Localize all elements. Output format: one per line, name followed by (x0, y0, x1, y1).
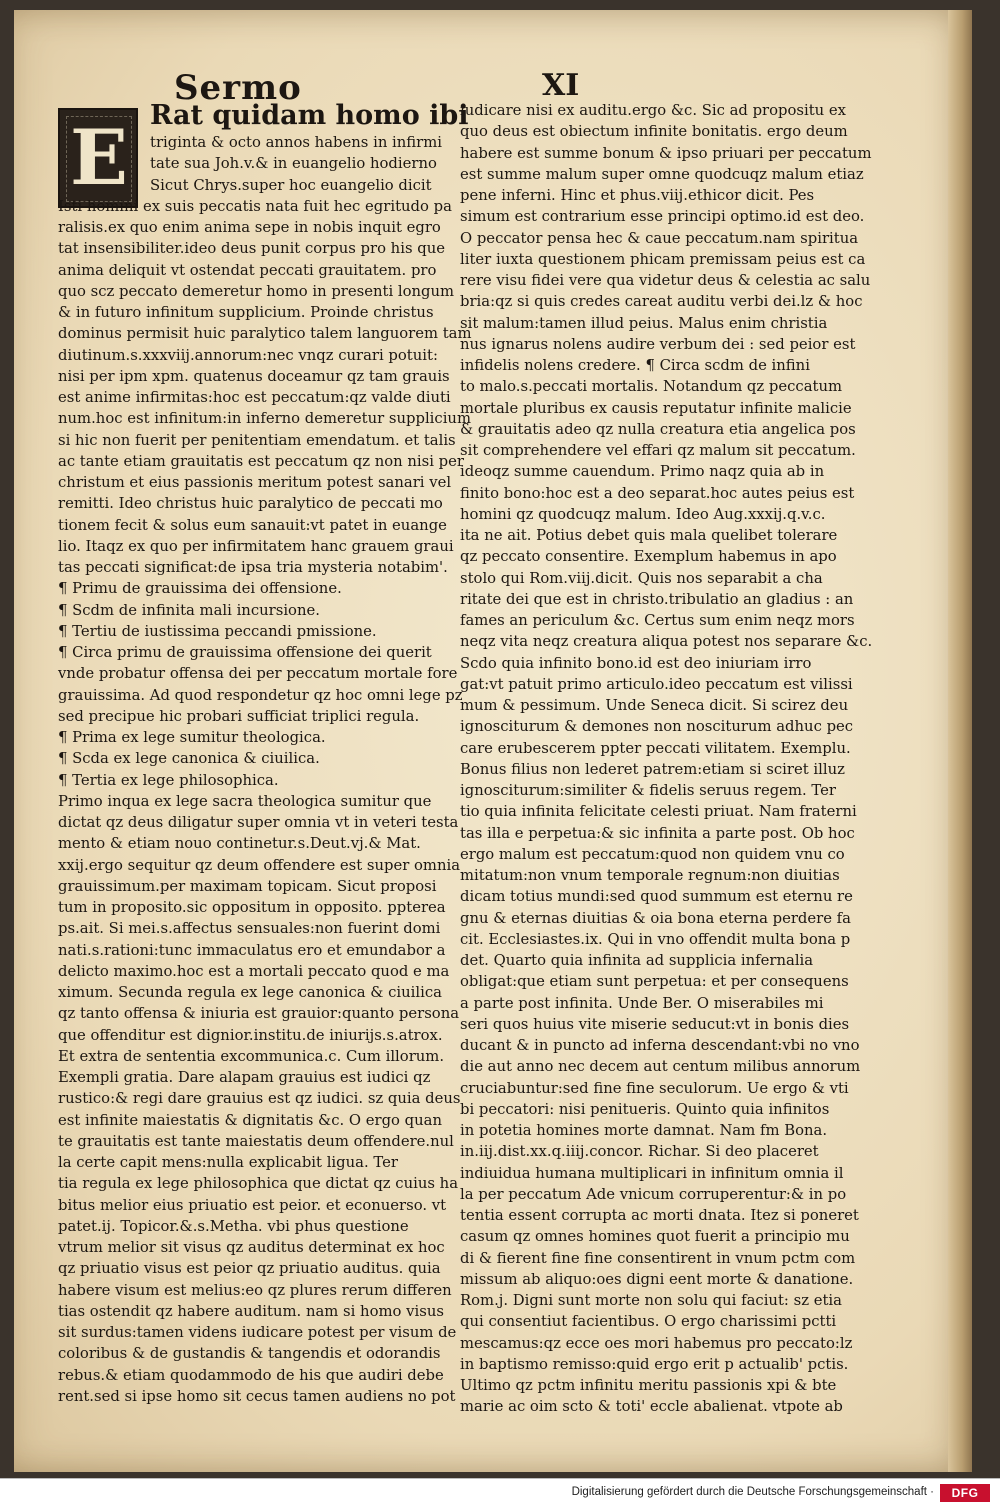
text-line: cruciabuntur:sed fine fine seculorum. Ue ergo & vti (460, 1079, 849, 1097)
text-line: gat:vt patuit primo articulo.ideo peccatum est vilissi (460, 675, 853, 693)
text-line: tias ostendit qz habere auditum. nam si homo visus (58, 1302, 444, 1320)
text-line: nati.s.rationi:tunc immaculatus ero et emundabor a (58, 941, 446, 959)
text-line: marie ac oim scto & toti' eccle abalienat. vtpote ab (460, 1398, 843, 1416)
text-line: nus ignarus nolens audire verbum dei : sed peior est (460, 335, 856, 353)
footer-bar (0, 1478, 1000, 1508)
text-line: ximum. Secunda regula ex lege canonica & ciuilica (58, 984, 442, 1001)
text-line: sit malum:tamen illud peius. Malus enim christia (460, 314, 828, 332)
text-line: qz peccato consentire. Exemplum habemus in apo (460, 548, 837, 566)
text-line: mortale pluribus ex causis reputatur infinite malicie (460, 399, 852, 417)
text-line: Rom.j. Digni sunt morte non solu qui faciut: sz etia (460, 1292, 842, 1309)
text-line: sed precipue hic probari sufficiat triplici regula. (58, 707, 420, 725)
text-line: di & fierent fine fine consentirent in vnum pctm com (460, 1249, 856, 1267)
text-line: in.iij.dist.xx.q.iiij.concor. Richar. Si deo placeret (460, 1143, 819, 1161)
text-line: tio quia infinita felicitate celesti priuat. Nam fraterni (460, 803, 857, 821)
text-line: rustico:& regi dare grauius est qz iudici. sz quia deus (58, 1090, 461, 1108)
text-line: finito bono:hoc est a deo separat.hoc autes peius est (460, 484, 855, 502)
text-line: coloribus & de gustandis & tangendis et odorandis (58, 1345, 441, 1363)
text-line: tum in proposito.sic oppositum in opposito. ppterea (58, 899, 446, 916)
text-line: in baptismo remisso:quid ergo erit p actualib' pctis. (460, 1355, 849, 1373)
text-line: triginta & octo annos habens in infirmi (150, 134, 443, 151)
text-line: O peccator pensa hec & caue peccatum.nam spiritua (460, 229, 859, 247)
text-line: Rat quidam homo ibi (150, 100, 469, 131)
text-line: xxij.ergo sequitur qz deum offendere est super omnia (58, 856, 461, 874)
text-line: habere visum est melius:eo qz plures rerum differen (58, 1281, 452, 1299)
text-line: ignosciturum:similiter & fidelis seruus regem. Ter (460, 782, 836, 799)
text-line: que offenditur est dignior.institu.de iniurijs.s.atrox. (58, 1026, 443, 1044)
running-title: Sermo (174, 68, 302, 108)
text-line: est summe malum super omne quodcuqz malum etiaz (460, 165, 864, 183)
text-line: ¶ Scda ex lege canonica & ciuilica. (58, 750, 320, 768)
text-line: mescamus:qz ecce oes mori habemus pro peccato:lz (460, 1334, 853, 1352)
text-line: tia regula ex lege philosophica que dictat qz cuius ha (58, 1175, 459, 1193)
text-line: pene inferni. Hinc et phus.viij.ethicor dicit. Pes (460, 187, 815, 204)
text-line: sit comprehendere vel effari qz malum sit peccatum. (460, 442, 856, 459)
initial-letter: E (70, 113, 128, 202)
text-line: ¶ Prima ex lege sumitur theologica. (58, 729, 326, 746)
text-line: Sicut Chrys.super hoc euangelio dicit (150, 176, 432, 194)
text-line: rere visu fidei vere qua videtur deus & celestia ac salu (460, 272, 871, 289)
text-line: gnu & eternas diuitias & oia bona eterna perdere fa (460, 909, 851, 927)
text-line: ralisis.ex quo enim anima sepe in nobis inquit egro (58, 219, 441, 236)
text-line: in potetia homines morte damnat. Nam fm Bona. (460, 1122, 828, 1139)
text-line: Et extra de sententia excommunica.c. Cum illorum. (58, 1047, 445, 1065)
text-line: delicto maximo.hoc est a mortali peccato quod e ma (58, 962, 450, 980)
text-line: sit surdus:tamen videns iudicare potest per visum de (58, 1324, 457, 1341)
text-line: lio. Itaqz ex quo per infirmitatem hanc grauem graui (58, 537, 454, 555)
text-line: & grauitatis adeo qz nulla creatura etia angelica pos (460, 420, 856, 438)
text-line: homini qz quodcuqz malum. Ideo Aug.xxxij.q.v.c. (460, 505, 826, 523)
text-line: vnde probatur offensa dei per peccatum mortale fore (58, 665, 458, 683)
text-line: dominus permisit huic paralytico talem languorem tam (58, 325, 472, 343)
text-line: bi peccatori: nisi penitueris. Quinto quia infinitos (460, 1100, 830, 1118)
text-line: tate sua Joh.v.& in euangelio hodierno (150, 155, 437, 173)
text-line: anima deliquit vt ostendat peccati grauitatem. pro (58, 261, 437, 279)
text-line: nisi per ipm xpm. quatenus doceamur qz tam grauis (58, 367, 450, 385)
text-line: la per peccatum Ade vnicum corruperentur:& in po (460, 1185, 847, 1203)
text-line: casum qz omnes homines quot fuerit a principio mu (460, 1228, 850, 1246)
text-line: Bonus filius non lederet patrem:etiam si sciret illuz (460, 760, 845, 778)
left-text-column (58, 100, 472, 1407)
text-line: dicam totius mundi:sed quod summum est eternu re (460, 888, 853, 906)
text-line: stolo qui Rom.viij.dicit. Quis nos separabit a cha (460, 569, 823, 587)
text-line: vtrum melior sit visus qz auditus determinat ex hoc (58, 1239, 445, 1256)
text-line: seri quos huius vite miserie seducut:vt in bonis dies (460, 1015, 850, 1033)
page-edge (948, 10, 972, 1472)
text-line: ps.ait. Si mei.s.affectus sensuales:non fuerint domi (58, 920, 441, 938)
text-line: habere est summe bonum & ipso priuari per peccatum (460, 144, 872, 162)
text-line: Scdo quia infinito bono.id est deo iniuriam irro (460, 654, 812, 672)
text-line: fames an periculum &c. Certus sum enim neqz mors (460, 612, 855, 629)
text-line: est anime infirmitas:hoc est peccatum:qz valde diuti (58, 389, 451, 406)
text-line: ita ne ait. Potius debet quis mala quelibet tolerare (460, 527, 838, 544)
text-line: la certe capit mens:nulla explicabit ligua. Ter (58, 1154, 398, 1171)
text-line: tas illa e perpetua:& sic infinita a parte post. Ob hoc (460, 824, 855, 842)
text-line: ducant & in puncto ad inferna descendant:vbi no vno (460, 1037, 860, 1054)
text-line: remitti. Ideo christus huic paralytico de peccati mo (58, 495, 443, 513)
text-line: Exempli gratia. Dare alapam grauius est iudici qz (58, 1069, 431, 1086)
text-line: ac tante etiam grauitatis est peccatum qz non nisi per (58, 452, 464, 470)
text-line: cit. Ecclesiastes.ix. Qui in vno offendit multa bona p (460, 930, 851, 948)
text-line: a parte post infinita. Unde Ber. O miserabiles mi (460, 994, 824, 1012)
text-line: Ultimo qz pctm infinitu meritu passionis xpi & bte (460, 1377, 837, 1394)
text-line: tas peccati significat:de ipsa tria mysteria notabim'. (58, 559, 448, 576)
text-line: qz tanto offensa & iniuria est grauior:quanto persona (58, 1005, 460, 1023)
text-line: iudicare nisi ex auditu.ergo &c. Sic ad propositu ex (460, 102, 847, 119)
text-line: bria:qz si quis credes careat auditu verbi dei.lz & hoc (460, 293, 863, 311)
text-line: det. Quarto quia infinita ad supplicia infernalia (460, 952, 814, 969)
text-line: ¶ Circa primu de grauissima offensione dei querit (58, 644, 432, 661)
text-line: simum est contrarium esse principi optimo.id est deo. (460, 208, 865, 226)
book-page (14, 10, 972, 1472)
text-line: mento & etiam nouo continetur.s.Deut.vj.& Mat. (58, 835, 421, 853)
text-line: & in futuro infinitum supplicium. Proinde christus (58, 304, 434, 321)
text-line: ideoqz summe cauendum. Primo naqz quia ab in (460, 463, 825, 481)
text-line: care erubescerem ppter peccati vilitatem. Exemplu. (460, 739, 851, 757)
text-line: ergo malum est peccatum:quod non quidem vnu co (460, 845, 845, 863)
text-line: indiuidua humana multiplicari in infinitum omnia il (460, 1164, 844, 1182)
text-line: to malo.s.peccati mortalis. Notandum qz peccatum (460, 378, 843, 396)
text-line: si hic non fuerit per penitentiam emendatum. et talis (58, 431, 456, 449)
text-line: dictat qz deus diligatur super omnia vt in veteri testa (58, 814, 459, 831)
text-line: ritate dei que est in christo.tribulatio an gladius : an (460, 590, 854, 608)
text-line: tat insensibiliter.ideo deus punit corpus pro his que (58, 240, 445, 258)
text-line: infidelis nolens credere. ¶ Circa scdm de infini (460, 357, 810, 374)
text-line: rebus.& etiam quodammodo de his que audiri debe (58, 1366, 444, 1384)
text-line: ¶ Primu de grauissima dei offensione. (58, 580, 342, 598)
text-line: patet.ij. Topicor.&.s.Metha. vbi phus questione (58, 1217, 409, 1235)
text-line: liter iuxta questionem phicam premissam peius est ca (460, 250, 866, 268)
text-line: grauissima. Ad quod respondetur qz hoc omni lege pz (58, 686, 463, 704)
text-line: grauissimum.per maximam topicam. Sicut proposi (58, 877, 437, 895)
text-line: mum & pessimum. Unde Seneca dicit. Si scirez deu (460, 697, 849, 714)
text-line: te grauitatis est tante maiestatis deum offendere.nul (58, 1132, 454, 1150)
text-line: qz priuatio visus est peior qz priuatio auditus. quia (58, 1260, 441, 1278)
text-line: qui consentiut facientibus. O ergo charissimi pctti (460, 1313, 837, 1331)
text-line: ¶ Tertia ex lege philosophica. (58, 771, 279, 789)
funding-notice: Digitalisierung gefördert durch die Deutsche Forschungsgemeinschaft · (571, 1486, 934, 1498)
text-line: mitatum:non vnum temporale regnum:non diuitias (460, 867, 840, 884)
right-text-column (460, 100, 873, 1418)
text-line: num.hoc est infinitum:in inferno demeretur supplicium (58, 410, 471, 428)
text-line: diutinum.s.xxxviij.annorum:nec vnqz curari potuit: (58, 346, 438, 364)
text-line: missum ab aliquo:oes digni eent morte & danatione. (460, 1270, 854, 1288)
text-line: ¶ Tertiu de iustissima peccandi pmissione. (58, 622, 377, 640)
text-line: quo deus est obiectum infinite bonitatis. ergo deum (460, 123, 848, 141)
text-line: neqz vita neqz creatura aliqua potest nos separare &c. (460, 633, 873, 651)
text-line: christum et eius passionis meritum potest sanari vel (58, 474, 452, 491)
text-line: die aut anno nec decem aut centum milibus annorum (460, 1058, 861, 1076)
text-line: Primo inqua ex lege sacra theologica sumitur que (58, 792, 432, 810)
text-line: tionem fecit & solus eum sanauit:vt patet in euange (58, 516, 447, 534)
text-line: obligat:que etiam sunt perpetua: et per consequens (460, 973, 849, 991)
text-line: ignosciturum & demones non nosciturum adhuc pec (460, 718, 854, 736)
text-line: Isti homini ex suis peccatis nata fuit hec egritudo pa (58, 197, 452, 215)
dfg-logo: DFG (940, 1484, 990, 1502)
text-line: est infinite maiestatis & dignitatis &c. O ergo quan (58, 1111, 443, 1129)
text-line: rent.sed si ipse homo sit cecus tamen audiens no pot (58, 1387, 456, 1405)
text-line: ¶ Scdm de infinita mali incursione. (58, 601, 320, 619)
folio-number: XI (542, 68, 580, 103)
text-line: bitus melior eius priuatio est peior. et econuerso. vt (58, 1196, 447, 1214)
text-line: quo scz peccato demeretur homo in presenti longum (58, 282, 455, 300)
text-line: tentia essent corrupta ac morti dnata. Itez si poneret (460, 1207, 859, 1224)
